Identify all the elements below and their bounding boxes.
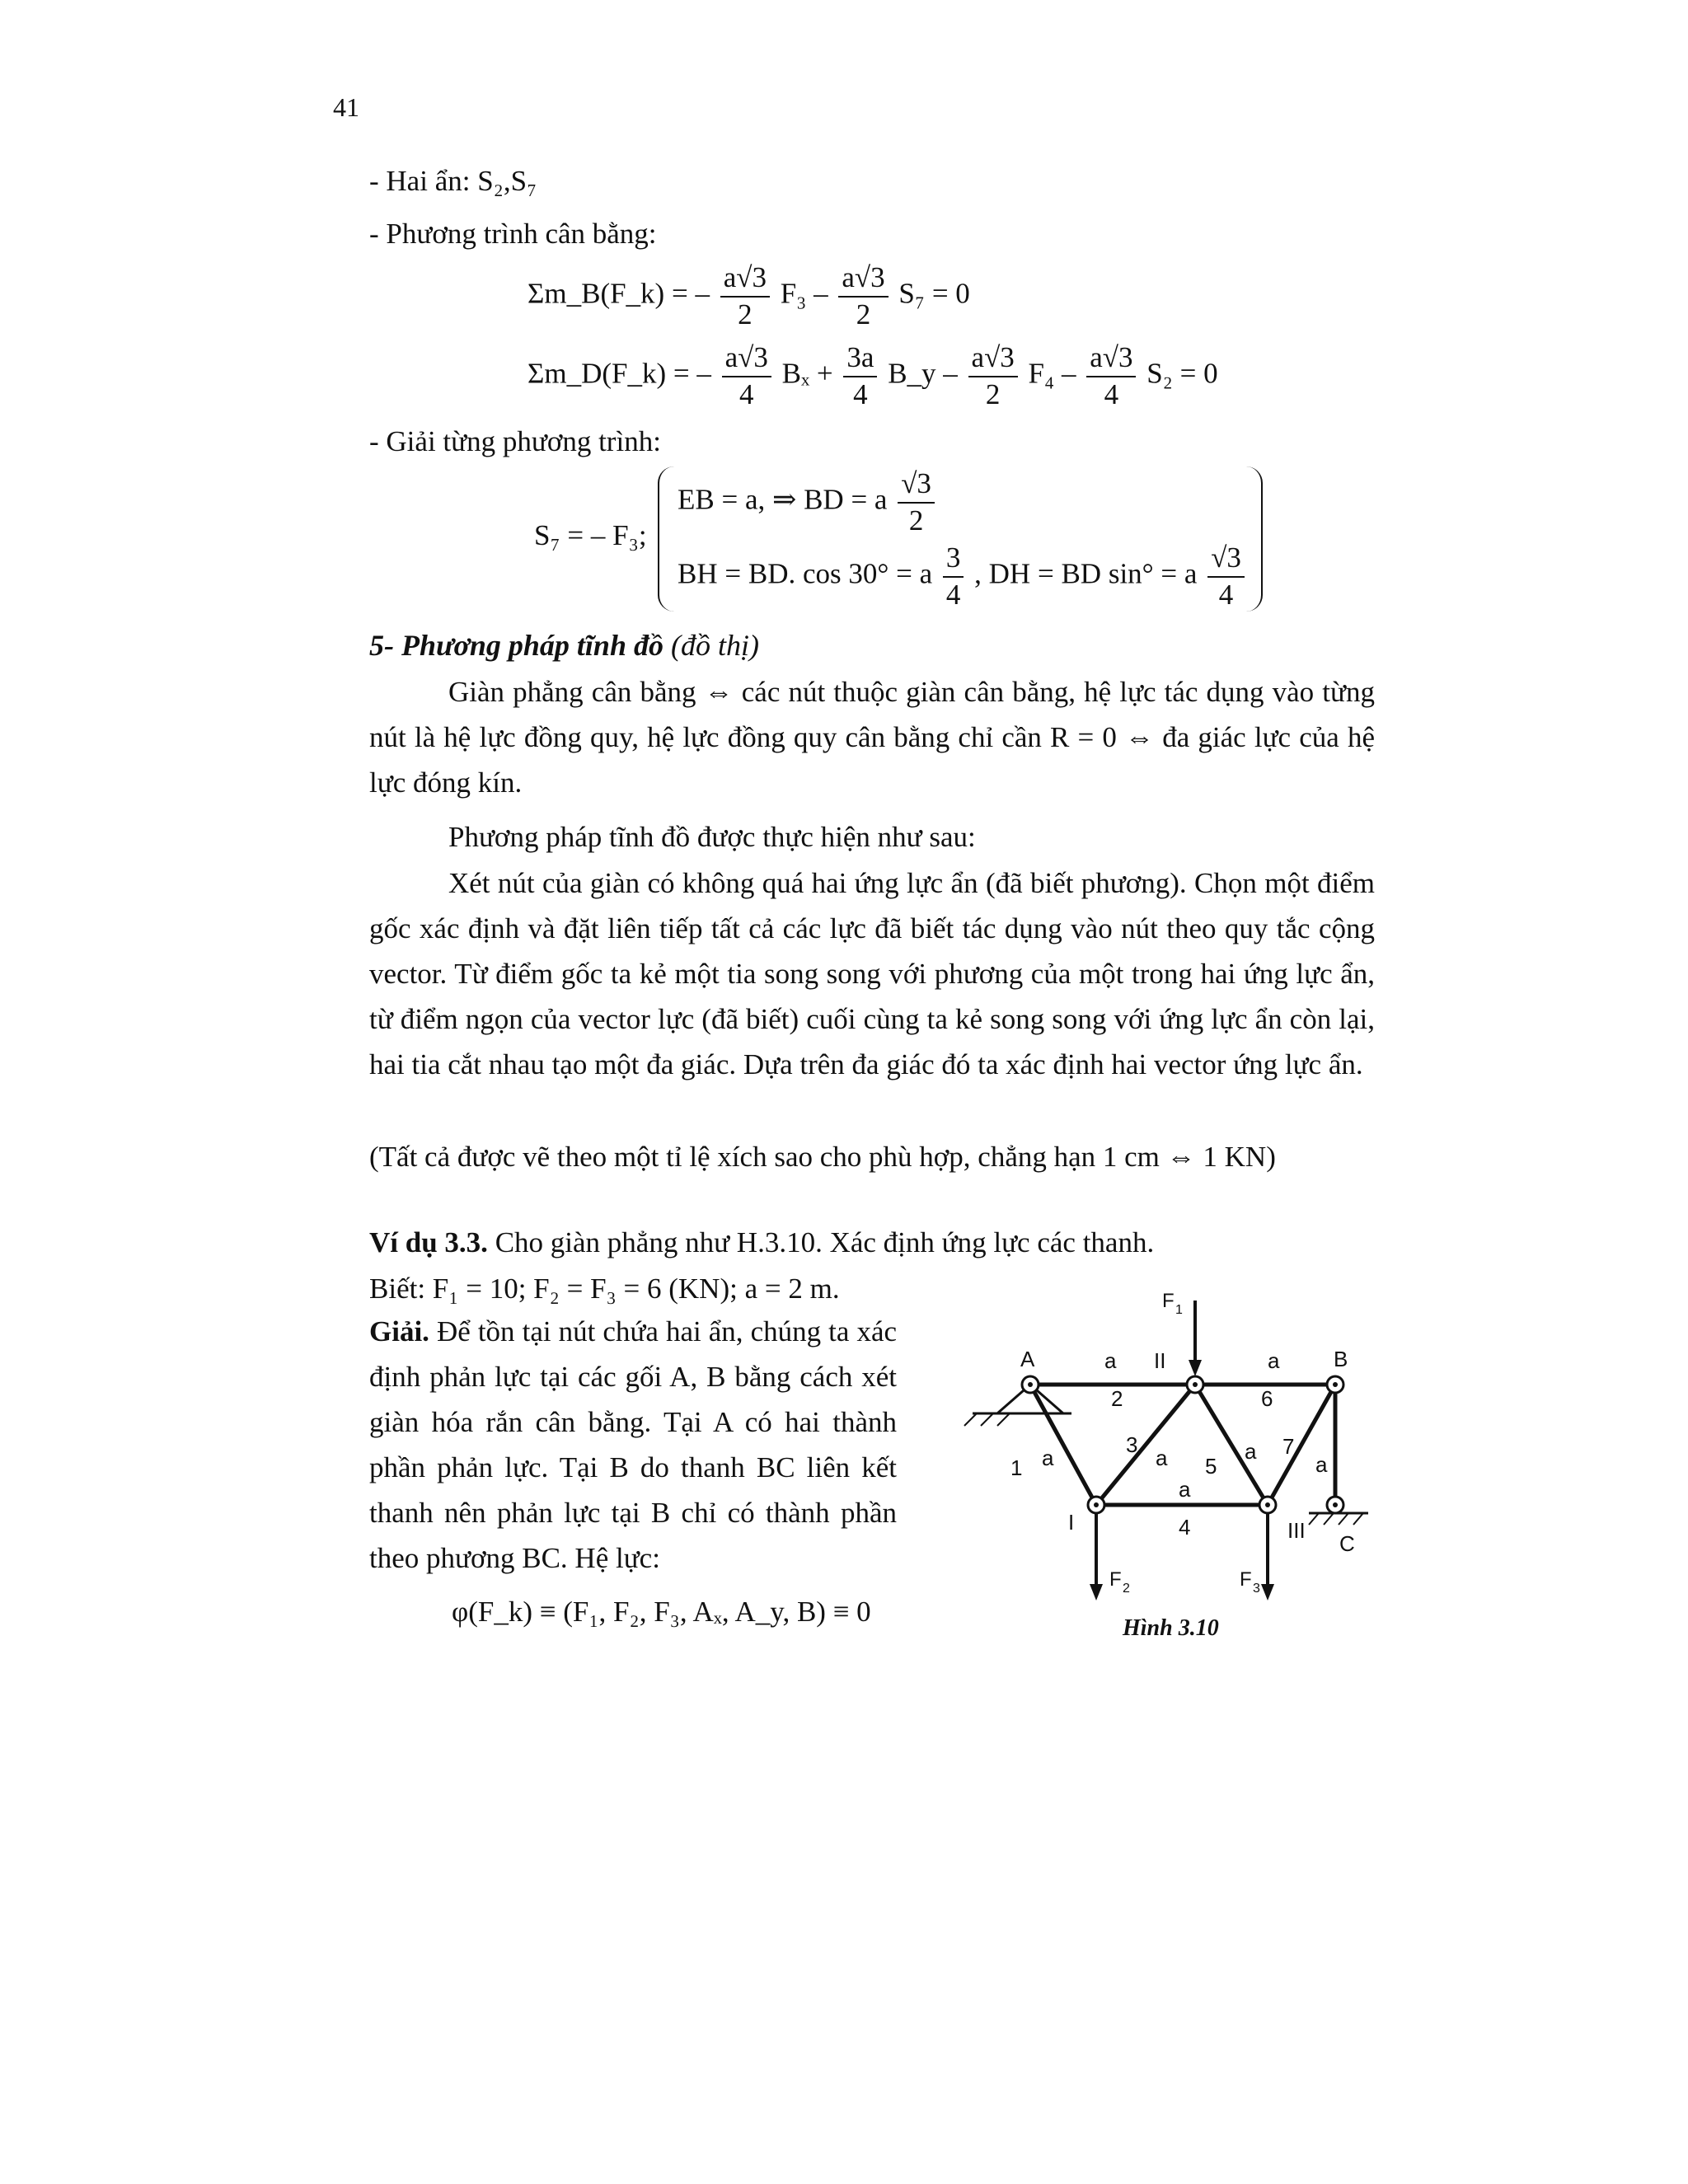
eq1-lhs: Σm_B(F_k) = – (528, 277, 710, 310)
paragraph-2: Phương pháp tĩnh đồ được thực hiện như sau: (448, 821, 976, 853)
eq2-fraction-3: $\frac{a√3}{2}$ (968, 342, 1018, 410)
label-force-f1: F (1162, 1290, 1175, 1312)
s7-result: S₇ = – F₃; (534, 519, 647, 551)
equation-1 (528, 262, 970, 330)
label-node-c: C (1339, 1531, 1355, 1556)
bracket-line-2-fraction-2: $\frac{√3}{4}$ (1207, 542, 1245, 611)
paragraph-4: (Tất cả được vẽ theo một tỉ lệ xích sao cho phù hợp, chẳng hạn 1 cm ⇔ 1 KN) (369, 1141, 1276, 1173)
label-member-1: 1 (1010, 1455, 1023, 1480)
label-length-a: a (1156, 1446, 1168, 1470)
eq2-lhs: Σm_D(F_k) = – (528, 357, 711, 390)
eq2-term-2: B_y – (888, 357, 958, 390)
section-title: 5- Phương pháp tĩnh đồ (369, 629, 663, 662)
eq2-term-3: F₄ – (1028, 357, 1076, 390)
bracket-line-2 (678, 542, 1248, 611)
bracket-line-1 (678, 468, 938, 537)
example-text: Cho giàn phẳng như H.3.10. Xác định ứng lực các thanh. (495, 1226, 1155, 1258)
label-length-a: a (1268, 1348, 1280, 1373)
label-member-2: 2 (1111, 1386, 1123, 1411)
label-node-i: I (1068, 1510, 1075, 1535)
example-label: Ví dụ 3.3. (369, 1226, 488, 1258)
label-length-a: a (1042, 1446, 1054, 1470)
label-node-a: A (1020, 1347, 1035, 1371)
solution-label: Giải. (369, 1315, 429, 1347)
given-line: Biết: F₁ = 10; F₂ = F₃ = 6 (KN); a = 2 m. (369, 1272, 840, 1305)
bracket-line-1-text: EB = a, ⇒ BD = a (678, 483, 888, 516)
label-node-iii: III (1287, 1518, 1306, 1543)
eq1-rhs: = 0 (931, 277, 970, 310)
eq2-fraction-4: $\frac{a√3}{4}$ (1086, 342, 1136, 410)
figure-caption: Hình 3.10 (1123, 1615, 1219, 1641)
label-member-7: 7 (1282, 1434, 1295, 1459)
bracket-line-2-text-a: BH = BD. cos 30° = a (678, 557, 933, 590)
label-force-f1-sub: 1 (1175, 1303, 1183, 1317)
unknowns-line (369, 165, 537, 198)
page-number: 41 (333, 92, 359, 122)
paragraph-1: Giàn phẳng cân bằng ⇔ các nút thuộc giàn cân bằng, hệ lực tác dụng vào từng nút là hệ lực đồng quy, hệ lực đồng quy cân bằng chỉ cần R = 0 ⇔ đa giác lực của hệ lực đóng kín. (369, 676, 1375, 799)
label-member-5: 5 (1205, 1454, 1217, 1479)
eq1-term-1: F₃ – (780, 277, 828, 310)
solution-text: Để tồn tại nút chứa hai ẩn, chúng ta xác định phản lực tại các gối A, B bằng cách xét giàn hóa rắn cân bằng. Tại A có hai thành phần phản lực. Tại B do thanh BC liên kết thanh nên phản lực tại B chỉ có thành phần theo phương BC. Hệ lực: (369, 1315, 898, 1574)
section-heading (369, 628, 759, 663)
bracket-line-2-fraction-1: $\frac{3}{4}$ (943, 542, 964, 611)
unknowns-value: S₂,S₇ (477, 165, 537, 197)
label-force-f2: F (1109, 1568, 1122, 1591)
label-member-3: 3 (1126, 1432, 1138, 1457)
paragraph-3: Xét nút của giàn có không quá hai ứng lực ẩn (đã biết phương). Chọn một điểm gốc xác định và đặt liên tiếp tất cả các lực đã biết tác dụng vào nút theo quy tắc cộng vector. Từ điểm gốc ta kẻ một tia song song với phương của một trong hai ứng lực ẩn, từ điểm ngọn của vector lực (đã biết) cuối cùng ta kẻ song song với ứng lực ẩn còn lại, hai tia cắt nhau tạo một đa giác. Dựa trên đa giác đó ta xác định hai vector ứng lực ẩn. (369, 867, 1375, 1080)
label-length-a: a (1179, 1477, 1191, 1502)
eq1-term-2: S₇ (898, 277, 926, 310)
label-node-ii: II (1154, 1348, 1166, 1373)
unknowns-label: - Hai ẩn: (369, 165, 471, 197)
bracket-line-2-text-b: , DH = BD sin° = a (974, 557, 1198, 590)
equation-2 (528, 342, 1218, 410)
solve-heading: - Giải từng phương trình: (369, 425, 661, 457)
eq2-fraction-1: $\frac{a√3}{4}$ (722, 342, 771, 410)
label-member-6: 6 (1261, 1386, 1273, 1411)
eq2-term-1: Bₓ + (781, 357, 833, 390)
label-length-a: a (1104, 1348, 1117, 1373)
eq1-fraction-1: $\frac{a√3}{2}$ (720, 262, 770, 330)
label-length-a: a (1245, 1439, 1257, 1464)
solution-paragraph (369, 1309, 897, 1581)
eq2-term-4: S₂ = 0 (1146, 357, 1218, 390)
bracket-line-1-fraction: $\frac{√3}{2}$ (898, 468, 935, 537)
equilibrium-heading: - Phương trình cân bằng: (369, 218, 657, 250)
example-line (369, 1226, 1154, 1259)
eq1-fraction-2: $\frac{a√3}{2}$ (838, 262, 888, 330)
truss-figure (956, 1277, 1401, 1615)
label-length-a: a (1315, 1452, 1328, 1477)
section-subtitle: (đồ thị) (670, 629, 759, 662)
label-member-4: 4 (1179, 1515, 1191, 1540)
label-force-f3-sub: 3 (1253, 1582, 1260, 1596)
eq2-fraction-2: $\frac{3a}{4}$ (843, 342, 877, 410)
label-node-b: B (1334, 1347, 1348, 1371)
label-force-f2-sub: 2 (1123, 1582, 1130, 1596)
force-system: φ(F_k) ≡ (F₁, F₂, F₃, Aₓ, A_y, B) ≡ 0 (452, 1596, 871, 1628)
label-force-f3: F (1240, 1568, 1252, 1591)
